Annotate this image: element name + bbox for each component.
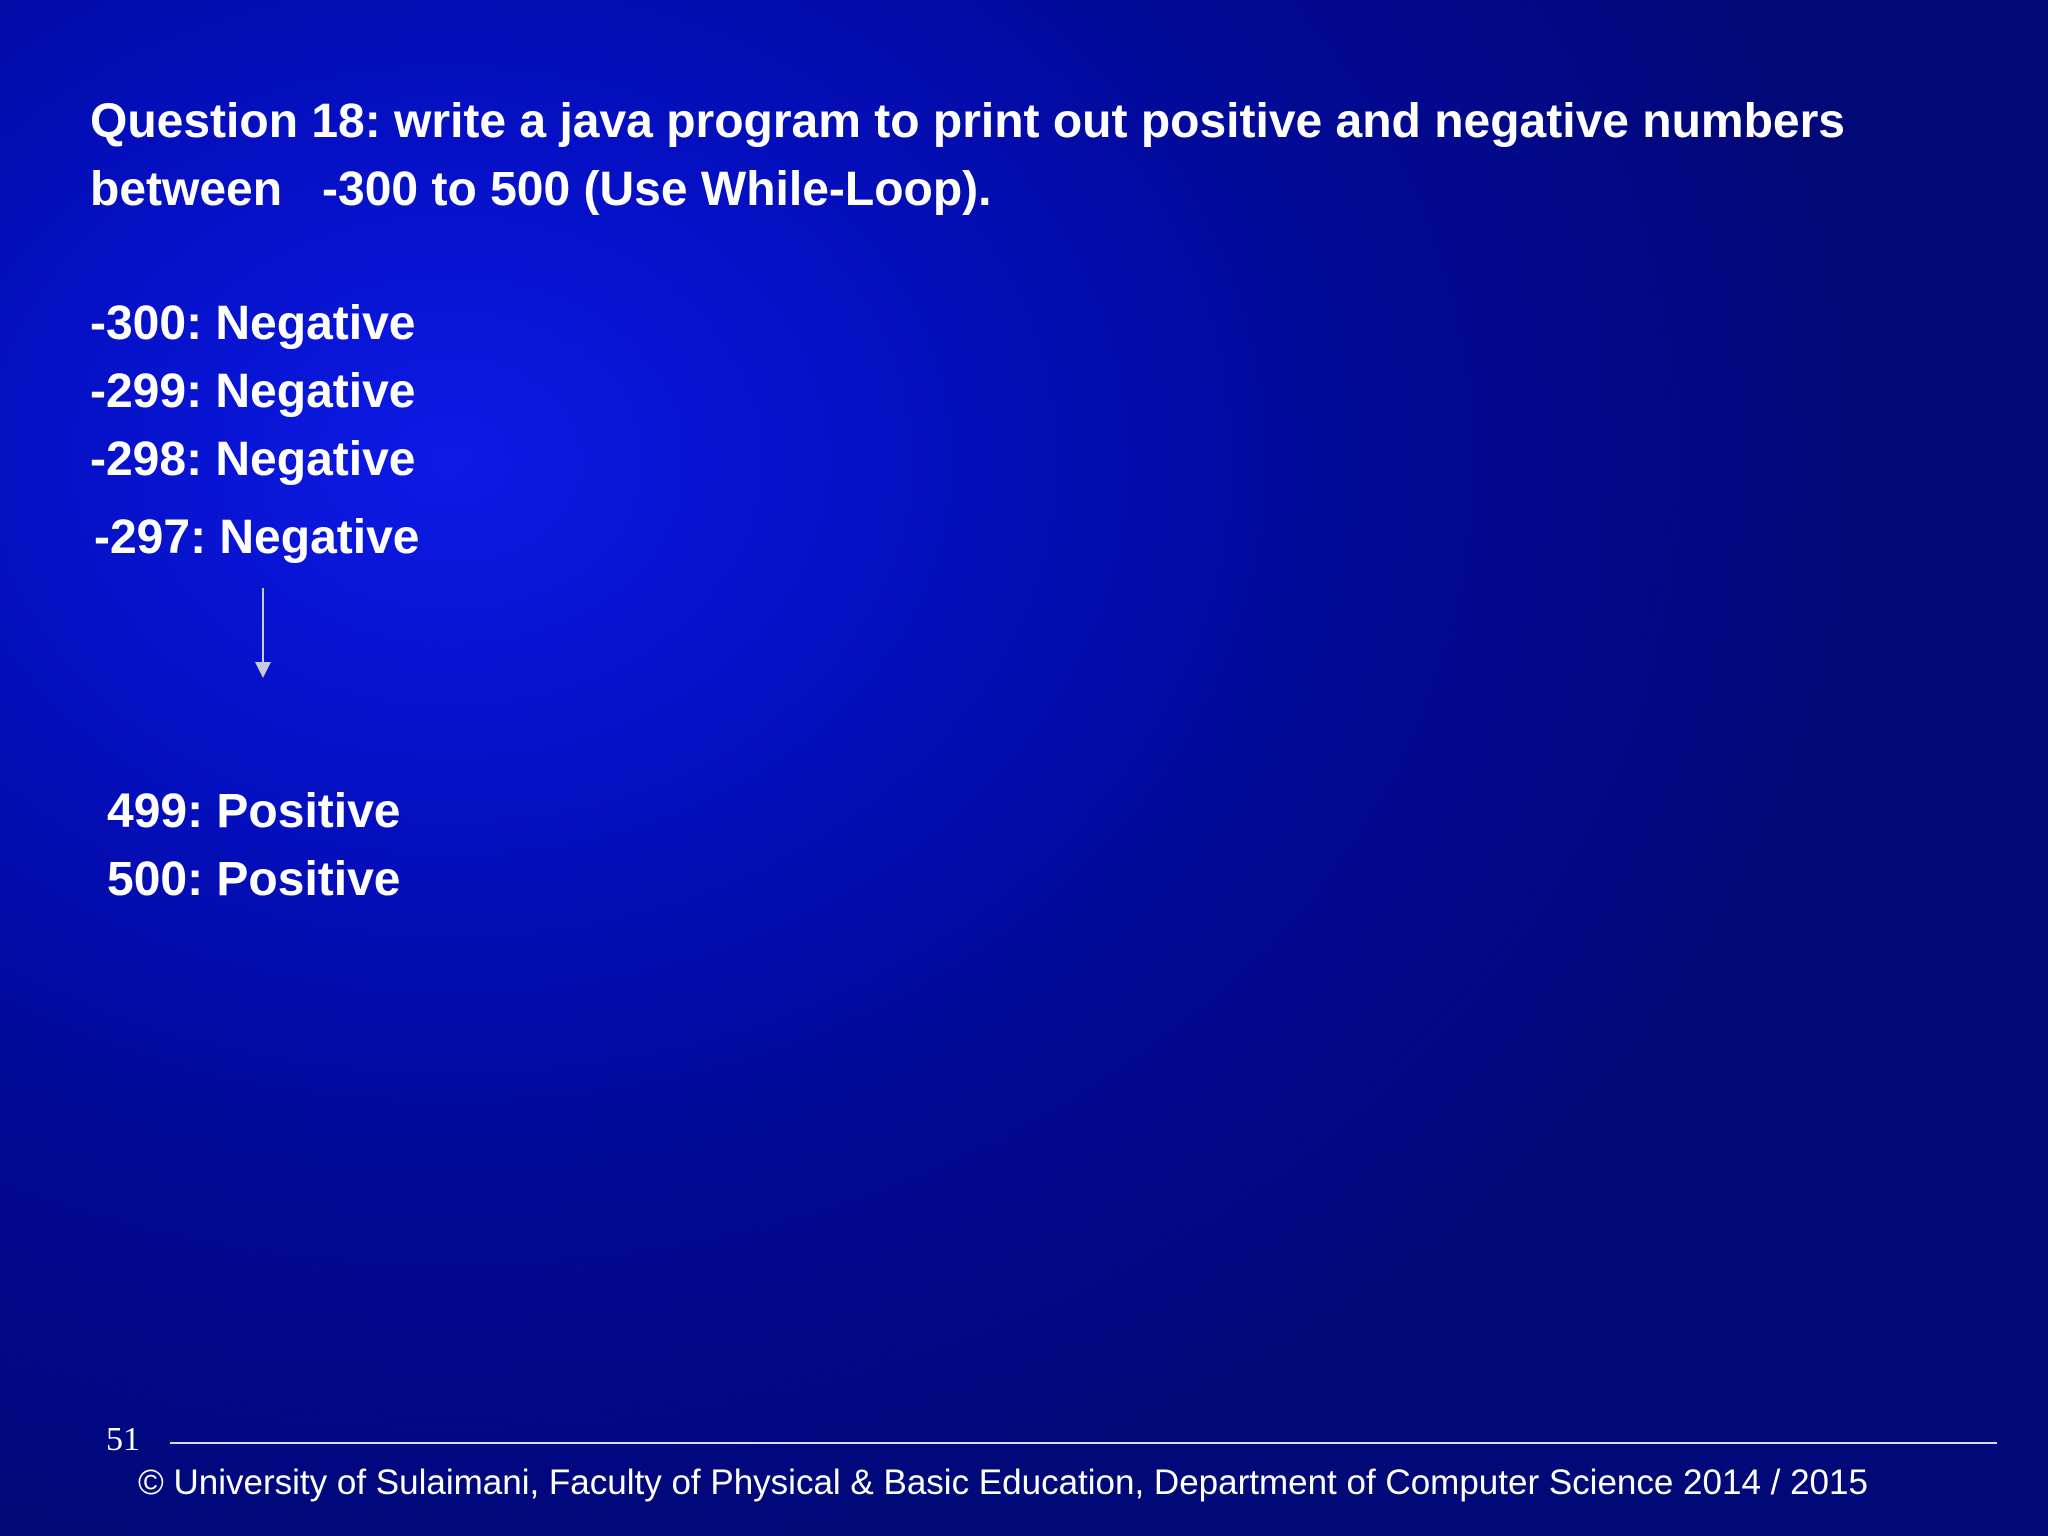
output-line-negative-300: -300: Negative bbox=[90, 297, 416, 350]
slide-number: 51 bbox=[106, 1421, 140, 1458]
output-line-negative-298: -298: Negative bbox=[90, 433, 416, 486]
output-line-negative-297: -297: Negative bbox=[94, 511, 420, 564]
arrow-down-icon bbox=[252, 588, 274, 678]
output-line-negative-299: -299: Negative bbox=[90, 365, 416, 418]
footer-copyright: © University of Sulaimani, Faculty of Physical & Basic Education, Department of Computer Science 2014 / 2015 bbox=[138, 1463, 1868, 1502]
footer-divider bbox=[170, 1442, 1997, 1444]
question-text: Question 18: write a java program to print out positive and negative numbers between -300 to 500 (Use While-Loop). bbox=[90, 95, 1859, 216]
output-line-positive-499: 499: Positive bbox=[107, 785, 401, 838]
output-line-positive-500: 500: Positive bbox=[107, 853, 401, 906]
